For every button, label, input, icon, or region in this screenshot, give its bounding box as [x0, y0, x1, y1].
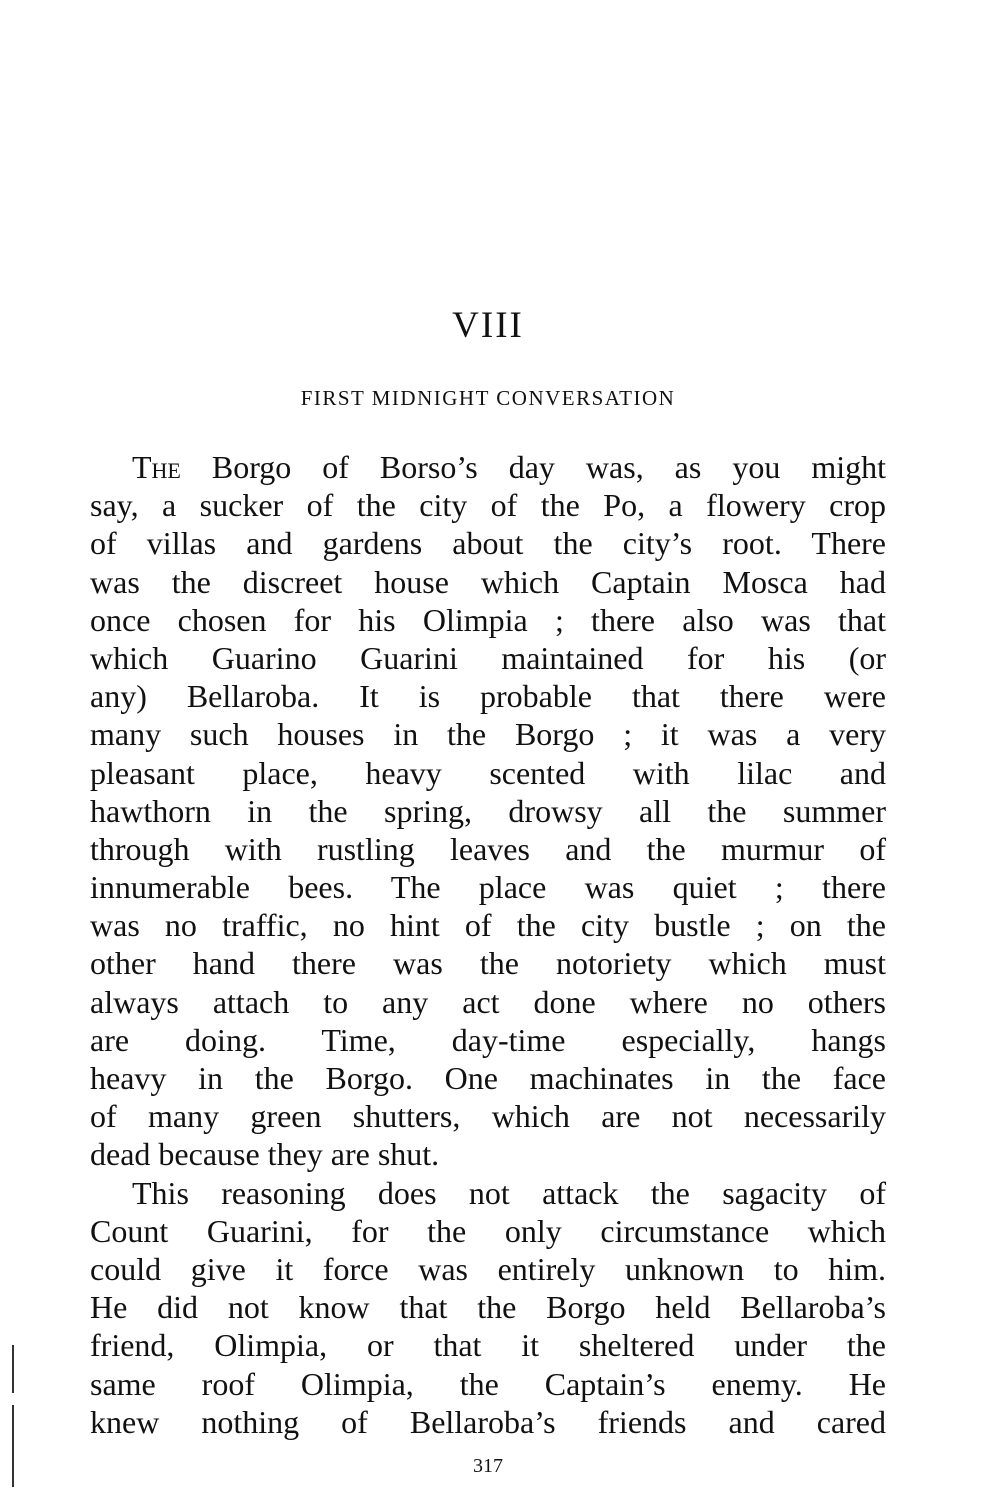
line-text: Borgo of Borso’s day was, as you might [180, 449, 886, 485]
chapter-title: FIRST MIDNIGHT CONVERSATION [300, 386, 676, 410]
body-text [90, 448, 886, 1441]
margin-rule [12, 1345, 14, 1393]
text-line: was the discreet house which Captain Mosca had [90, 563, 886, 600]
text-line: are doing. Time, day-time especially, hangs [90, 1021, 886, 1058]
text-line: This reasoning does not attack the sagacity of [132, 1174, 886, 1211]
text-line: other hand there was the notoriety which must [90, 945, 886, 982]
text-line: through with rustling leaves and the murmur of [90, 830, 886, 867]
text-line: was no traffic, no hint of the city bustle ; on the [90, 907, 886, 944]
text-line: of villas and gardens about the city’s root. There [90, 525, 886, 562]
text-line: any) Bellaroba. It is probable that there were [90, 678, 886, 715]
text-line: once chosen for his Olimpia ; there also was that [90, 601, 886, 638]
text-line: heavy in the Borgo. One machinates in the face [90, 1060, 886, 1096]
text-line: innumerable bees. The place was quiet ; there [90, 869, 886, 906]
text-line: knew nothing of Bellaroba’s friends and cared [90, 1403, 886, 1440]
chapter-number: VIII [452, 305, 524, 346]
text-line: of many green shutters, which are not necessarily [90, 1098, 886, 1135]
margin-rule [12, 1405, 14, 1487]
first-word: The [132, 449, 181, 485]
text-line: He did not know that the Borgo held Bellaroba’s [90, 1289, 886, 1326]
text-line: always attach to any act done where no others [90, 983, 886, 1020]
text-line: Count Guarini, for the only circumstance which [90, 1212, 886, 1249]
page-number: 317 [473, 1455, 503, 1477]
text-line: could give it force was entirely unknown to him. [90, 1250, 886, 1287]
text-line: say, a sucker of the city of the Po, a flowery crop [90, 487, 886, 524]
text-line: dead because they are shut. [90, 1136, 440, 1173]
text-line: which Guarino Guarini maintained for his (or [90, 639, 886, 676]
text-line: pleasant place, heavy scented with lilac and [90, 754, 886, 791]
text-line: friend, Olimpia, or that it sheltered under the [90, 1327, 886, 1364]
text-line: same roof Olimpia, the Captain’s enemy. He [90, 1365, 886, 1402]
text-line: hawthorn in the spring, drowsy all the summer [90, 792, 886, 829]
text-line: many such houses in the Borgo ; it was a very [90, 716, 886, 753]
text-line [90, 448, 886, 486]
